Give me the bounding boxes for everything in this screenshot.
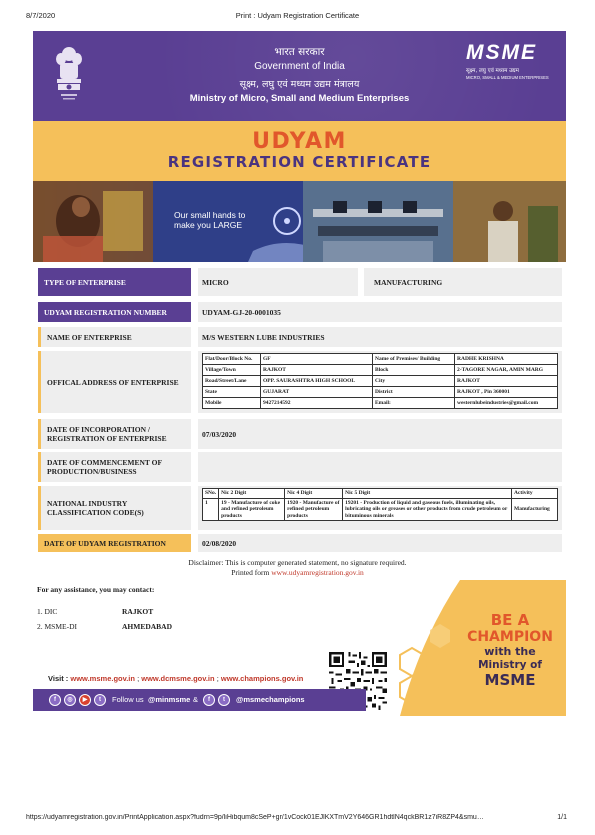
photo-collage — [33, 181, 566, 262]
row-commencement — [38, 452, 562, 482]
contact-value: RAJKOT — [122, 607, 154, 616]
ampersand: & — [193, 695, 199, 704]
addr-flat-label: Flat/Door/Block No. — [203, 354, 261, 365]
government-hindi: भारत सरकार — [274, 46, 325, 58]
commence-label: DATE OF COMMENCEMENT OF PRODUCTION/BUSINESS — [38, 452, 191, 482]
addr-block-value: 2-TAGORE NAGAR, AMIN MARG — [455, 365, 558, 376]
incorp-value: 07/03/2020 — [198, 419, 562, 449]
addr-mobile-value: 9427214592 — [261, 398, 373, 409]
certificate-title: UDYAM — [252, 129, 347, 154]
contact-label: 1. DIC — [37, 607, 58, 616]
contact-value: AHMEDABAD — [122, 622, 172, 631]
print-header — [0, 11, 595, 23]
nic-header-activity: Activity — [512, 489, 558, 499]
disclaimer-prefix: Printed form — [231, 568, 272, 577]
udyam-portal-link[interactable]: www.udyamregistration.gov.in — [271, 568, 364, 577]
addr-district-value: RAJKOT , Pin 360001 — [455, 387, 558, 398]
row-enterprise-name — [38, 327, 562, 347]
urn-label: UDYAM REGISTRATION NUMBER — [38, 302, 191, 322]
addr-village-value: RAJKOT — [261, 365, 373, 376]
address-value — [198, 351, 562, 413]
nic-activity: Manufacturing — [512, 498, 558, 521]
addr-block-label: Block — [373, 365, 455, 376]
addr-district-label: District — [373, 387, 455, 398]
reg-value: 02/08/2020 — [198, 534, 562, 552]
nic-value — [198, 486, 562, 530]
addr-road-value: OPP. SAURASHTRA HIGH SCHOOL — [261, 376, 373, 387]
type-label: TYPE OF ENTERPRISE — [38, 268, 191, 296]
addr-premises-value: RADHE KRISHNA — [455, 354, 558, 365]
addr-road-label: Road/Street/Lane — [203, 376, 261, 387]
msme-logo-hindi: सूक्ष्म, लघु एवं मध्यम उद्यम — [466, 68, 519, 74]
page-number: 1/1 — [557, 814, 567, 821]
follow-text: Follow us — [112, 695, 144, 704]
commence-value — [198, 452, 562, 482]
contact-label: 2. MSME-DI — [37, 622, 78, 631]
row-type-of-enterprise — [38, 268, 562, 296]
addr-email-value: westernlubeindustries@gmail.com — [455, 398, 558, 409]
ministry-english: Ministry of Micro, Small and Medium Enterprises — [189, 93, 410, 104]
certificate-title-band — [33, 121, 566, 181]
champions-link[interactable]: www.champions.gov.in — [220, 674, 304, 683]
champion-line-5: MSME — [484, 671, 536, 689]
disclaimer-line-2 — [0, 568, 595, 578]
visit-separator: ; — [134, 674, 142, 683]
collage-image — [33, 181, 566, 262]
nic-header-4digit: Nic 4 Digit — [285, 489, 343, 499]
nic-header-2digit: Nic 2 Digit — [219, 489, 285, 499]
nic-4digit: 1920 - Manufacture of refined petroleum products — [285, 498, 343, 521]
row-incorporation — [38, 419, 562, 449]
nic-2digit: 19 - Manufacture of coke and refined petroleum products — [219, 498, 285, 521]
visit-separator: ; — [214, 674, 221, 683]
type-value-2: MANUFACTURING — [364, 268, 562, 296]
champion-line-4: Ministry of — [478, 659, 542, 671]
row-nic — [38, 486, 562, 530]
address-label: OFFICAL ADDRESS OF ENTERPRISE — [38, 351, 191, 413]
addr-state-value: GUJARAT — [261, 387, 373, 398]
print-date: 8/7/2020 — [26, 11, 56, 20]
contact-msme-di — [37, 622, 172, 631]
champion-slogan — [455, 612, 565, 689]
reg-label: DATE OF UDYAM REGISTRATION — [38, 534, 191, 552]
addr-mobile-label: Mobile — [203, 398, 261, 409]
row-udyam-registration-date — [38, 534, 562, 552]
addr-flat-value: GF — [261, 354, 373, 365]
tagline-line-1: Our small hands to — [174, 210, 246, 220]
champion-line-2: CHAMPION — [467, 629, 553, 645]
facebook-icon[interactable]: f — [203, 694, 215, 706]
tagline-line-2: make you LARGE — [174, 220, 243, 230]
address-table — [202, 353, 558, 409]
assistance-heading: For any assistance, you may contact: — [37, 585, 155, 594]
msme-logo-text: MSME — [466, 41, 537, 64]
tagline — [174, 210, 274, 230]
print-footer — [0, 814, 595, 826]
ministry-hindi: सूक्ष्म, लघु एवं मध्यम उद्यम मंत्रालय — [239, 79, 360, 90]
government-english: Government of India — [254, 61, 345, 72]
msme-logo — [466, 42, 554, 80]
nic-table — [202, 488, 558, 521]
champion-line-1: BE A — [490, 611, 530, 629]
nic-header-5digit: Nic 5 Digit — [343, 489, 512, 499]
visit-links — [48, 674, 303, 683]
name-value: M/S WESTERN LUBE INDUSTRIES — [198, 327, 562, 347]
incorp-label: DATE OF INCORPORATION / REGISTRATION OF ENTERPRISE — [38, 419, 191, 449]
contact-dic — [37, 607, 154, 616]
row-urn — [38, 302, 562, 322]
visit-prefix: Visit : — [48, 674, 71, 683]
disclaimer-line-1: Disclaimer: This is computer generated statement, no signature required. — [188, 558, 407, 567]
urn-value: UDYAM-GJ-20-0001035 — [198, 302, 562, 322]
twitter-icon[interactable]: t — [218, 694, 230, 706]
nic-sno: 1 — [203, 498, 219, 521]
row-official-address — [38, 351, 562, 413]
nic-5digit: 19201 - Production of liquid and gaseous fuels, illuminating oils, lubricating oils or greases or other products from crude petroleum or bituminous minerals — [343, 498, 512, 521]
print-title: Print : Udyam Registration Certificate — [235, 11, 360, 20]
addr-state-label: State — [203, 387, 261, 398]
msme-logo-english: MICRO, SMALL & MEDIUM ENTERPRISES — [466, 75, 549, 80]
addr-premises-label: Name of Premises/ Building — [373, 354, 455, 365]
name-label: NAME OF ENTERPRISE — [38, 327, 191, 347]
addr-email-label: Email: — [373, 398, 455, 409]
addr-city-label: City — [373, 376, 455, 387]
twitter-icon[interactable]: t — [94, 694, 106, 706]
nic-header-sno: SNo. — [203, 489, 219, 499]
government-banner — [33, 31, 566, 121]
instagram-icon[interactable]: ◎ — [64, 694, 76, 706]
social-bar — [33, 689, 366, 711]
nic-label: NATIONAL INDUSTRY CLASSIFICATION CODE(S) — [38, 486, 191, 530]
dcmsme-link[interactable]: www.dcmsme.gov.in — [141, 674, 215, 683]
champion-line-3: with the — [484, 645, 536, 658]
msme-link[interactable]: www.msme.gov.in — [70, 674, 135, 683]
disclaimer — [0, 558, 595, 578]
type-value: MICRO — [198, 268, 358, 296]
addr-city-value: RAJKOT — [455, 376, 558, 387]
facebook-icon[interactable]: f — [49, 694, 61, 706]
youtube-icon[interactable]: ▶ — [79, 694, 91, 706]
print-url: https://udyamregistration.gov.in/PrintApplication.aspx?fudrn=9p/liHibqum8cSeP+gr/1vCock01EJlKXTmV2Y646GR1hdtlN4qckBR1z7iR8ZP4&smu… — [26, 814, 484, 821]
certificate-subtitle: REGISTRATION CERTIFICATE — [167, 153, 432, 171]
addr-village-label: Village/Town — [203, 365, 261, 376]
handle-minmsme: @minmsme — [148, 695, 191, 704]
handle-msmechampions: @msmechampions — [236, 695, 305, 704]
